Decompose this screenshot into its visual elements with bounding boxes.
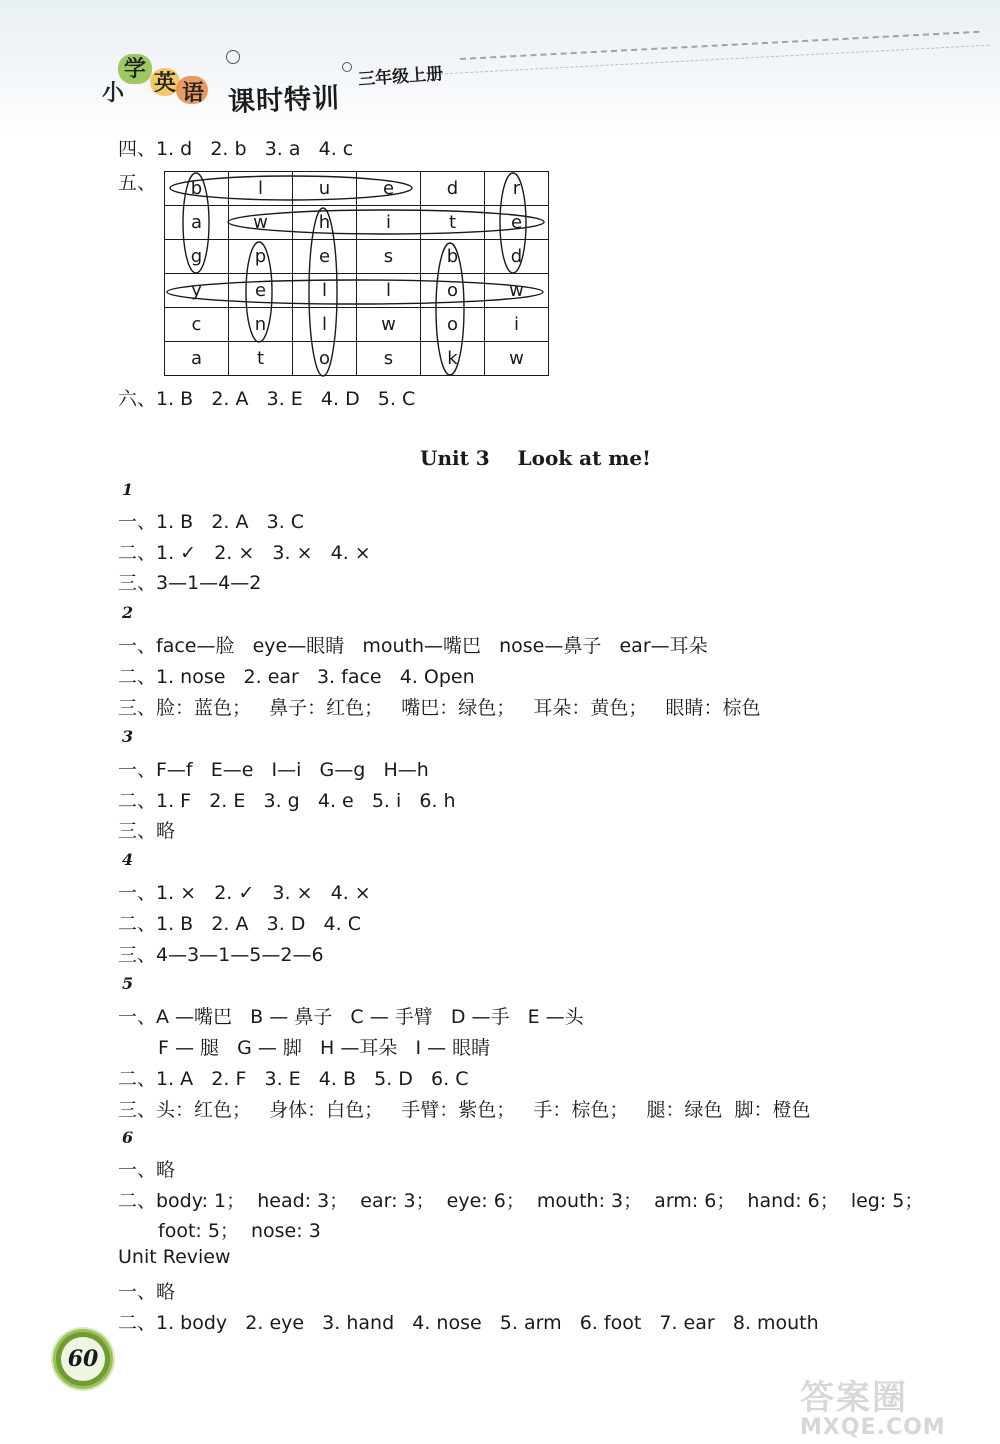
answer-line: 一、face—脸 eye—眼睛 mouth—嘴巴 nose—鼻子 ear—耳朵 (118, 635, 708, 657)
grid-cell: y (165, 274, 229, 308)
decoration-circle (226, 50, 240, 64)
grid-cell: s (357, 342, 421, 376)
answer-line: 一、F—f E—e I—i G—g H—h (118, 759, 429, 781)
grid-row (165, 206, 549, 240)
answer-line: 二、1. F 2. E 3. g 4. e 5. i 6. h (118, 790, 456, 812)
grid-row (165, 274, 549, 308)
grid-cell: t (229, 342, 293, 376)
grid-cell: w (229, 206, 293, 240)
answer-line: 三、头：红色； 身体：白色； 手臂：紫色； 手：棕色； 腿：绿色 脚：橙色 (118, 1099, 811, 1121)
grid-cell: t (421, 206, 485, 240)
answer-line: 一、A —嘴巴 B — 鼻子 C — 手臂 D —手 E —头 (118, 1006, 584, 1028)
answer-line: 二、1. ✓ 2. × 3. × 4. × (118, 542, 371, 564)
page-number: 60 (61, 1337, 105, 1381)
unit-title: Unit 3 Look at me! (420, 446, 651, 470)
grid-cell: o (293, 342, 357, 376)
answer-line: 六、1. B 2. A 3. E 4. D 5. C (118, 388, 416, 410)
grid-cell: n (229, 308, 293, 342)
logo-char: 语 (182, 80, 205, 106)
grid-cell: g (165, 240, 229, 274)
watermark (800, 1370, 980, 1440)
grid-cell: s (357, 240, 421, 274)
lesson-number: 4 (122, 850, 134, 869)
answer-line: 一、1. B 2. A 3. C (118, 511, 305, 533)
answer-line: 一、略 (118, 1159, 176, 1181)
review-title: Unit Review (118, 1246, 231, 1268)
logo-char: 小 (102, 80, 125, 106)
section-label: 五、 (118, 172, 157, 194)
grid-row (165, 342, 549, 376)
grid-cell: l (229, 172, 293, 206)
watermark-url: MXQE.COM (800, 1415, 946, 1440)
grid-cell: p (229, 240, 293, 274)
lesson-number: 6 (122, 1128, 134, 1147)
answer-line: 四、1. d 2. b 3. a 4. c (118, 138, 354, 160)
answer-line: F — 腿 G — 脚 H —耳朵 I — 眼睛 (158, 1037, 491, 1059)
answer-line: 三、略 (118, 820, 176, 842)
lesson-number: 1 (122, 480, 134, 499)
grid-cell: e (485, 206, 549, 240)
grid-cell: a (165, 206, 229, 240)
answer-line: foot: 5； nose: 3 (158, 1220, 321, 1242)
grid-cell: a (165, 342, 229, 376)
logo-char: 英 (154, 70, 177, 96)
grid-cell: w (485, 274, 549, 308)
answer-line: 一、1. × 2. ✓ 3. × 4. × (118, 882, 371, 904)
lesson-number: 3 (122, 727, 134, 746)
answer-line: 三、3—1—4—2 (118, 572, 262, 594)
lesson-number: 2 (122, 603, 134, 622)
answer-line: 二、1. nose 2. ear 3. face 4. Open (118, 666, 475, 688)
grid-cell: h (293, 206, 357, 240)
grid-cell: b (421, 240, 485, 274)
grid-cell: e (293, 240, 357, 274)
answer-line: 三、4—3—1—5—2—6 (118, 944, 324, 966)
word-search-grid (164, 171, 549, 376)
page-number-badge (56, 1332, 110, 1386)
grid-cell: c (165, 308, 229, 342)
answer-line: 二、1. B 2. A 3. D 4. C (118, 913, 361, 935)
logo-char: 学 (124, 56, 147, 82)
lesson-number: 5 (122, 974, 134, 993)
grid-cell: b (165, 172, 229, 206)
grid-cell: o (421, 308, 485, 342)
grid-cell: i (357, 206, 421, 240)
grid-cell: d (421, 172, 485, 206)
grid-cell: e (357, 172, 421, 206)
answer-line: 一、略 (118, 1281, 176, 1303)
decoration-circle (342, 62, 352, 72)
book-grade: 三年级上册 (357, 64, 444, 90)
grid-cell: o (421, 274, 485, 308)
grid-cell: l (357, 274, 421, 308)
answer-line: 二、body: 1； head: 3； ear: 3； eye: 6； mouth: 3； arm: 6； hand: 6； leg: 5； (118, 1190, 924, 1212)
watermark-text: 答案圈 (800, 1378, 908, 1418)
grid-cell: i (485, 308, 549, 342)
grid-cell: k (421, 342, 485, 376)
grid-cell: u (293, 172, 357, 206)
answer-line: 二、1. A 2. F 3. E 4. B 5. D 6. C (118, 1068, 469, 1090)
grid-cell: l (293, 308, 357, 342)
grid-cell: l (293, 274, 357, 308)
grid-cell: e (229, 274, 293, 308)
grid-row (165, 240, 549, 274)
grid-cell: w (357, 308, 421, 342)
grid-cell: r (485, 172, 549, 206)
grid-cell: w (485, 342, 549, 376)
book-title: 课时特训 (227, 83, 341, 118)
answer-line: 二、1. body 2. eye 3. hand 4. nose 5. arm 6. foot 7. ear 8. mouth (118, 1312, 819, 1334)
grid-cell: d (485, 240, 549, 274)
series-logo (102, 46, 222, 108)
answer-line: 三、脸：蓝色； 鼻子：红色； 嘴巴：绿色； 耳朵：黄色； 眼睛：棕色 (118, 697, 761, 719)
grid-row (165, 172, 549, 206)
grid-row (165, 308, 549, 342)
